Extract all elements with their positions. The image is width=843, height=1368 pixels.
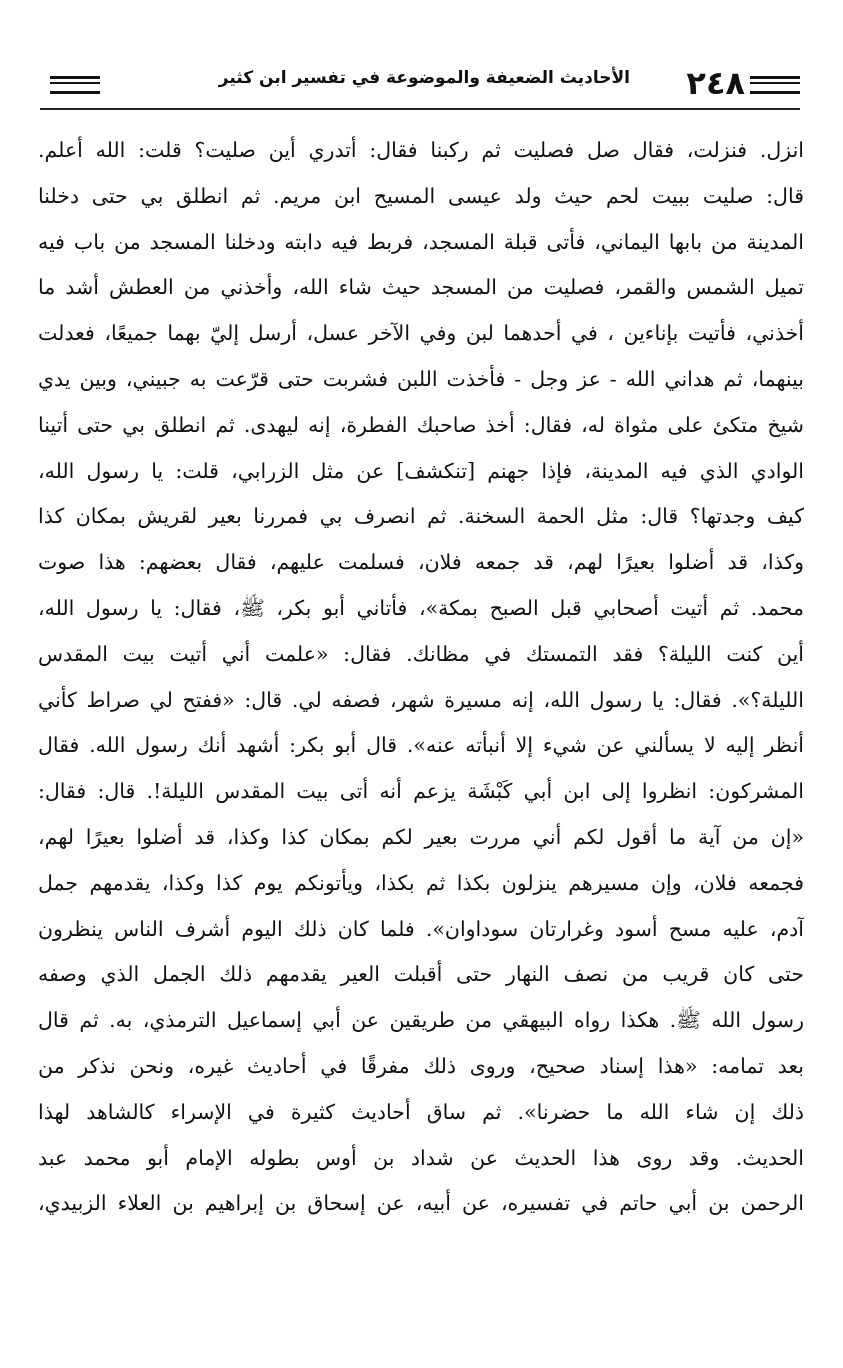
text-line: «إن من آية ما أقول لكم أني مررت بعير لكم بمكان كذا وكذا، قد أضلوا بعيرًا لهم، [38,824,804,849]
header-divider [40,108,800,110]
text-line: وكذا، قد أضلوا بعيرًا لهم، قد جمعه فلان، فسلمت عليهم، فقال بعضهم: هذا صوت [38,550,804,575]
text-line: ذلك إن شاء الله ما حضرنا». ثم ساق أحاديث كثيرة في الإسراء كالشاهد لهذا [38,1099,804,1124]
body-text [38,128,804,1227]
page-header [40,58,800,108]
text-line: الرحمن بن أبي حاتم في تفسيره، عن أبيه، عن إسحاق بن إبراهيم بن العلاء الزبيدي، [38,1191,804,1216]
text-line: قال: صليت ببيت لحم حيث ولد عيسى المسيح ابن مريم. ثم انطلق بي حتى دخلنا [38,183,804,208]
page-number: ٢٤٨ [686,64,745,102]
text-line: تميل الشمس والقمر، فصليت من المسجد حيث شاء الله، وأخذني من العطش أشد ما [38,275,804,300]
header-rule-left [50,76,100,94]
header-rule-right [750,76,800,94]
text-line: شيخ متكئ على مثواة له، فقال: أخذ صاحبك الفطرة، إنه ليهدى. ثم انطلق بي حتى أتينا [38,412,804,437]
text-line: المشركون: انظروا إلى ابن أبي كَبْشَة يزعم أنه أتى بيت المقدس الليلة!. قال: فقال: [38,779,804,804]
running-title: الأحاديث الضعيفة والموضوعة في تفسير ابن كثير [218,68,630,88]
text-line: بينهما، ثم هداني الله - عز وجل - فأخذت اللبن فشربت حتى قرّعت به جبيني، وبين يدي [38,366,804,391]
text-line: انزل. فنزلت، فقال صل فصليت ثم ركبنا فقال: أتدري أين صليت؟ قلت: الله أعلم. [38,138,804,162]
text-line: الحديث. وقد روى هذا الحديث عن شداد بن أوس بطوله الإمام أبو محمد عبد [38,1145,804,1170]
text-line: كيف وجدتها؟ قال: مثل الحمة السخنة. ثم انصرف بي فمررنا بعير لقريش بمكان كذا [38,504,804,529]
text-line: أنظر إليه لا يسألني عن شيء إلا أنبأته عنه». قال أبو بكر: أشهد أنك رسول الله. فقال [38,733,804,758]
text-line: بعد تمامه: «هذا إسناد صحيح، وروى ذلك مفرقًا في أحاديث غيره، ونحن نذكر من [38,1053,804,1078]
text-line: أين كنت الليلة؟ فقد التمستك في مظانك. فقال: «علمت أني أتيت بيت المقدس [38,641,804,666]
text-line: المدينة من بابها اليماني، فأتى قبلة المسجد، فربط فيه دابته ودخلنا المسجد من باب فيه [38,229,804,254]
text-line: آدم، عليه مسح أسود وغرارتان سوداوان». فلما كان ذلك اليوم أشرف الناس ينظرون [38,916,804,941]
text-line: الليلة؟». فقال: يا رسول الله، إنه مسيرة شهر، فصفه لي. قال: «ففتح لي صراط كأني [38,687,804,712]
text-line: أخذني، فأتيت بإناءين ، في أحدهما لبن وفي الآخر عسل، أرسل إليّ بهما جميعًا، فعدلت [38,321,804,346]
text-line: فجمعه فلان، وإن مسيرهم ينزلون بكذا ثم بكذا، ويأتونكم يوم كذا وكذا، يقدمهم جمل [38,870,804,895]
text-line: رسول الله ﷺ. هكذا رواه البيهقي من طريقين عن أبي إسماعيل الترمذي، به. ثم قال [38,1008,804,1033]
text-line: محمد. ثم أتيت أصحابي قبل الصبح بمكة»، فأتاني أبو بكر، ﷺ، فقال: يا رسول الله، [38,595,804,620]
text-line: حتى كان قريب من نصف النهار حتى أقبلت العير يقدمهم ذلك الجمل الذي وصفه [38,962,804,987]
text-line: الوادي الذي فيه المدينة، فإذا جهنم [تنكشف] عن مثل الزرابي، قلت: يا رسول الله، [38,458,804,483]
